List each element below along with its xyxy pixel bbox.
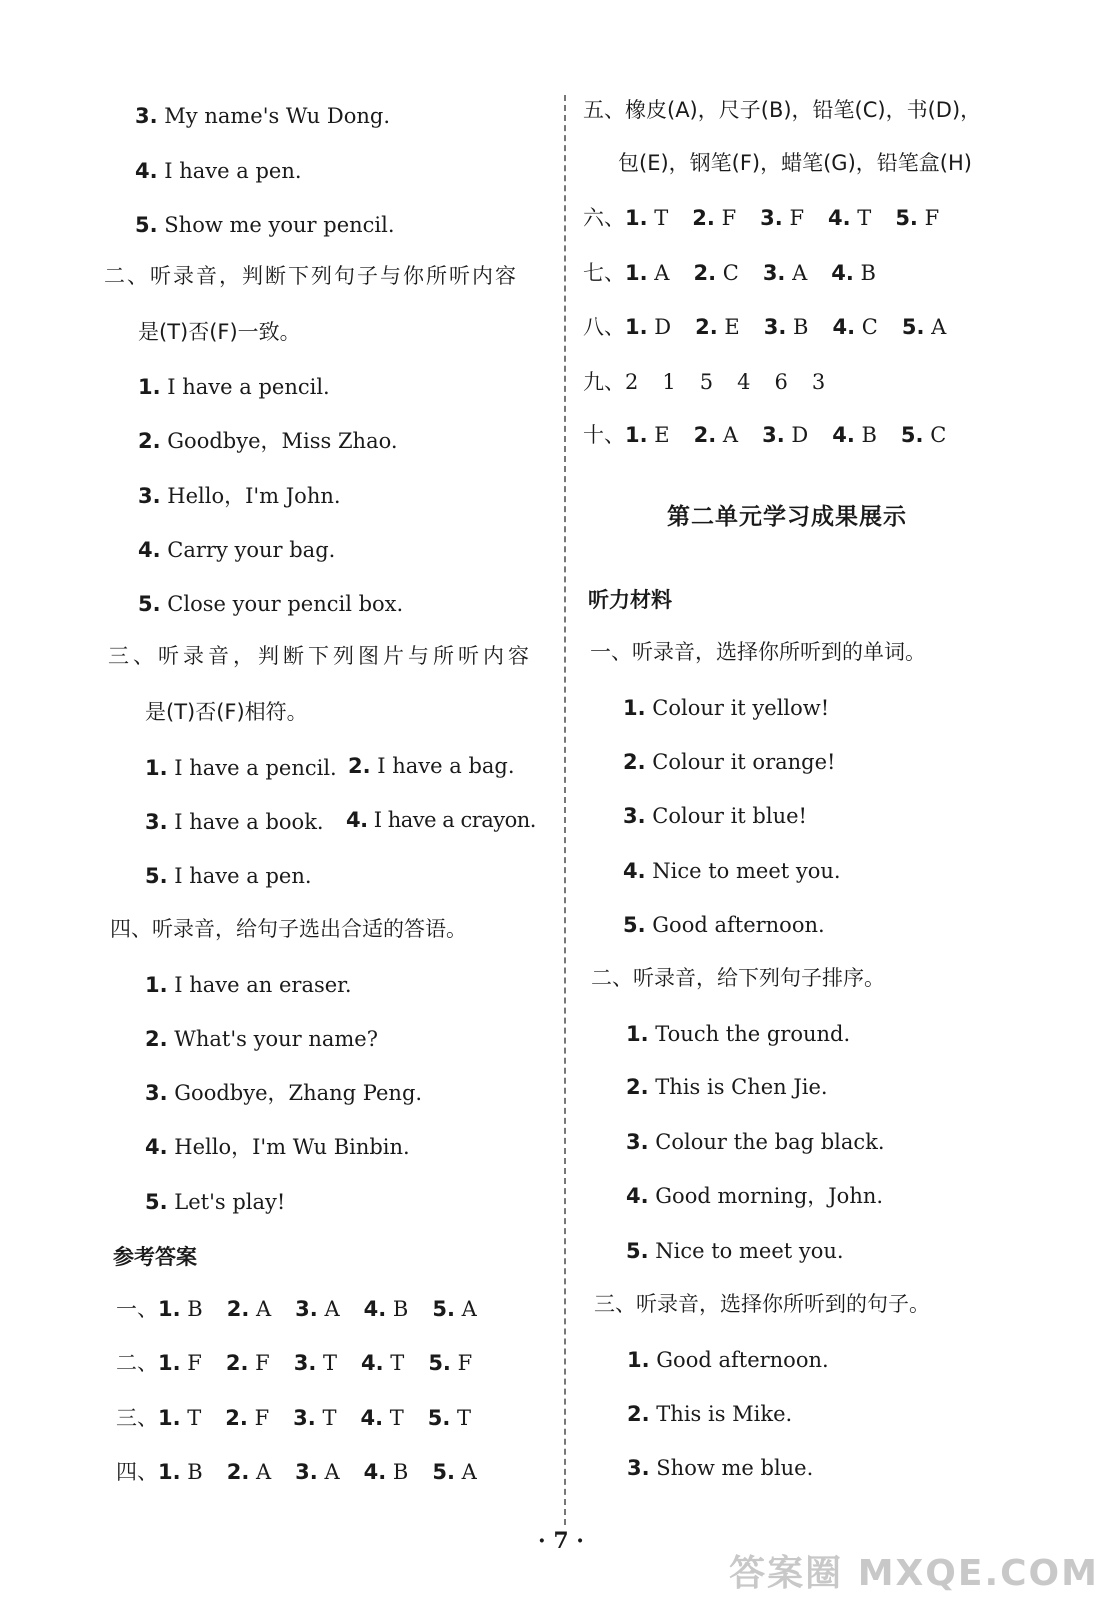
- list-item: 1. Touch the ground.: [626, 1022, 851, 1046]
- answer-row: 六、1. T 2. F 3. F 4. T 5. F: [583, 206, 940, 230]
- list-item: 5. Close your pencil box.: [138, 592, 404, 616]
- list-item: 5. I have a pen.: [145, 864, 312, 888]
- list-item: 3. Colour it blue!: [623, 804, 807, 828]
- list-item: 4. Good morning，John.: [626, 1184, 884, 1208]
- section-heading: 二、听录音，判断下列句子与你所听内容: [104, 264, 518, 288]
- listening-heading: 听力材料: [588, 588, 672, 612]
- list-item: 5. Show me your pencil.: [135, 213, 395, 237]
- answer-row: 一、1. B 2. A 3. A 4. B 5. A: [116, 1297, 477, 1321]
- section-heading: 三、听录音，判断下列图片与所听内容: [108, 644, 533, 668]
- watermark: 答案圈 MXQE.COM: [729, 1553, 1099, 1594]
- list-item: 5. Nice to meet you.: [626, 1239, 844, 1263]
- list-item: 3. I have a book.: [145, 810, 324, 834]
- list-item: 3. Hello，I'm John.: [138, 484, 341, 508]
- section-heading: 三、听录音，选择你所听到的句子。: [594, 1292, 930, 1316]
- section-heading: 二、听录音，给下列句子排序。: [591, 966, 885, 990]
- list-item: 1. Good afternoon.: [627, 1348, 829, 1372]
- list-item: 1. I have a pencil.: [145, 756, 337, 780]
- unit-title: 第二单元学习成果展示: [667, 504, 907, 530]
- answers-heading: 参考答案: [113, 1245, 197, 1269]
- list-item: 5. Let's play!: [145, 1190, 286, 1214]
- answer-row: 十、1. E 2. A 3. D 4. B 5. C: [583, 423, 947, 447]
- list-item: 4. Carry your bag.: [138, 538, 336, 562]
- list-item: 3. My name's Wu Dong.: [135, 104, 390, 128]
- list-item: 2. I have a bag.: [348, 754, 515, 778]
- answer-row: 四、1. B 2. A 3. A 4. B 5. A: [116, 1460, 477, 1484]
- answer-line-cont: 包(E)，钢笔(F)，蜡笔(G)，铅笔盒(H): [618, 151, 972, 175]
- list-item: 2. Goodbye，Miss Zhao.: [138, 429, 398, 453]
- list-item: 3. Colour the bag black.: [626, 1130, 885, 1154]
- list-item: 2. This is Mike.: [627, 1402, 793, 1426]
- list-item: 4. I have a pen.: [135, 159, 302, 183]
- answer-line: 五、橡皮(A)，尺子(B)，铅笔(C)，书(D)，: [583, 98, 982, 122]
- list-item: 4. Hello，I'm Wu Binbin.: [145, 1135, 410, 1159]
- list-item: 1. I have a pencil.: [138, 375, 330, 399]
- answer-row: 九、2 1 5 4 6 3: [583, 370, 826, 394]
- section-heading: 四、听录音，给句子选出合适的答语。: [110, 917, 467, 941]
- section-heading-cont: 是(T)否(F)相符。: [145, 700, 308, 724]
- list-item: 3. Goodbye，Zhang Peng.: [145, 1081, 423, 1105]
- list-item: 2. This is Chen Jie.: [626, 1075, 828, 1099]
- list-item: 5. Good afternoon.: [623, 913, 825, 937]
- page-number: · 7 ·: [538, 1528, 584, 1554]
- list-item: 1. I have an eraser.: [145, 973, 352, 997]
- list-item: 2. What's your name?: [145, 1027, 378, 1051]
- column-divider: [564, 95, 566, 1525]
- list-item: 4. Nice to meet you.: [623, 859, 841, 883]
- answer-row: 三、1. T 2. F 3. T 4. T 5. T: [116, 1406, 472, 1430]
- section-heading-cont: 是(T)否(F)一致。: [138, 320, 301, 344]
- section-heading: 一、听录音，选择你所听到的单词。: [590, 640, 926, 664]
- answer-row: 二、1. F 2. F 3. T 4. T 5. F: [116, 1351, 473, 1375]
- list-item: 4. I have a crayon.: [346, 808, 536, 832]
- list-item: 2. Colour it orange!: [623, 750, 836, 774]
- list-item: 1. Colour it yellow!: [623, 696, 830, 720]
- list-item: 3. Show me blue.: [627, 1456, 814, 1480]
- answer-row: 八、1. D 2. E 3. B 4. C 5. A: [583, 315, 947, 339]
- answer-row: 七、1. A 2. C 3. A 4. B: [583, 261, 876, 285]
